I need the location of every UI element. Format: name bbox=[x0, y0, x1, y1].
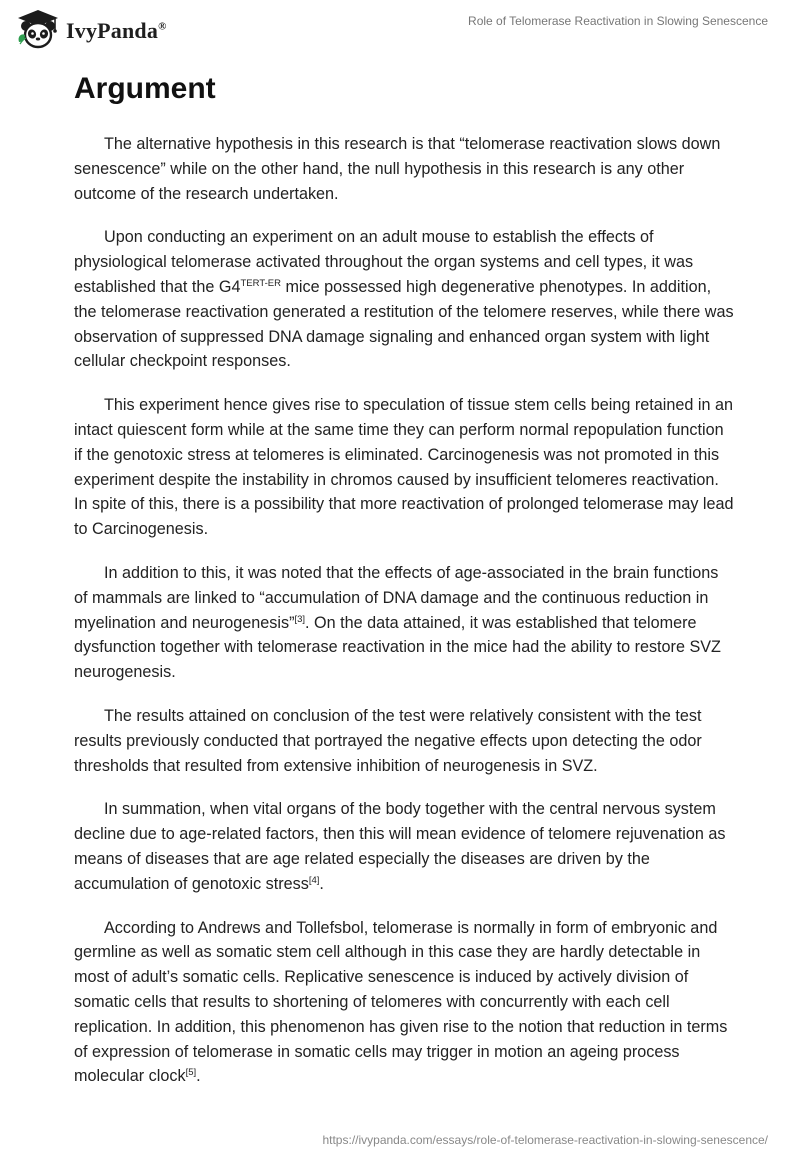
paragraph: The alternative hypothesis in this research is that “telomerase reactivation slows down senescence” while on the other hand, the null hypothesis in this research is any other outcome of the research undertaken. bbox=[74, 135, 721, 203]
paragraph: The results attained on conclusion of the test were relatively consistent with the test results previously conducted that portrayed the negative effects upon detecting the odor thresholds that resulted from extensive inhibition of neurogenesis in SVZ. bbox=[74, 706, 702, 775]
paragraph: In addition to this, it was noted that the effects of age-associated in the brain functions of mammals are linked to “accumulation of DNA damage and the continuous reduction in myelination and neurogenesis”[3]. On the data attained, it was established that telomere dysfunction together with telomerase reactivation in the mice had the ability to restore SVZ neurogenesis. bbox=[74, 563, 721, 682]
page-header bbox=[0, 0, 800, 62]
superscript: TERT-ER bbox=[240, 277, 281, 289]
document-title: Role of Telomerase Reactivation in Slowing Senescence bbox=[468, 14, 768, 28]
citation-link[interactable]: [3] bbox=[294, 613, 306, 625]
brand-logo[interactable] bbox=[14, 8, 167, 50]
paragraph: According to Andrews and Tollefsbol, telomerase is normally in form of embryonic and germline as well as somatic stem cell although in this case they are hardly detectable in most of adult’s somatic cells. Replicative senescence is induced by actively division of somatic cells that results to shortening of telomeres with concurrently with each cell replication. In addition, this phenomenon has given rise to the notion that reduction in terms of expression of telomerase in somatic cells may trigger in motion an ageing process molecular clock[5]. bbox=[74, 918, 728, 1086]
source-url-link[interactable]: https://ivypanda.com/essays/role-of-telomerase-reactivation-in-slowing-senescence/ bbox=[322, 1133, 768, 1147]
brand-name: IvyPanda® bbox=[66, 18, 167, 43]
paragraph: Upon conducting an experiment on an adult mouse to establish the effects of physiological telomerase activated throughout the organ systems and cell types, it was established that the $G4^{TERT-ER}$ mice possessed high degenerative phenotypes. In addition, the telomerase reactivation generated a restitution of the telomere reserves, while there was observation of suppressed DNA damage signaling and enhanced organ system with light cellular checkpoint responses. bbox=[74, 228, 734, 371]
paragraph: This experiment hence gives rise to speculation of tissue stem cells being retained in an intact quiescent form while at the same time they can perform normal repopulation function if the genotoxic stress at telomeres is eliminated. Carcinogenesis was not promoted in this experiment despite the instability in chromos caused by insufficient telomeres reactivation. In spite of this, there is a possibility that more reactivation of prolonged telomerase may lead to Carcinogenesis. bbox=[74, 396, 734, 539]
citation-link[interactable]: [4] bbox=[308, 874, 320, 886]
essay-body bbox=[74, 132, 734, 1108]
panda-graduate-icon bbox=[14, 8, 62, 50]
section-heading: Argument bbox=[74, 72, 216, 105]
registered-mark: ® bbox=[158, 20, 167, 33]
paragraph: In summation, when vital organs of the body together with the central nervous system decline due to age-related factors, then this will mean evidence of telomere rejuvenation as means of diseases that are age related especially the diseases are driven by the accumulation of genotoxic stress[4]. bbox=[74, 800, 726, 893]
citation-link[interactable]: [5] bbox=[185, 1067, 197, 1079]
